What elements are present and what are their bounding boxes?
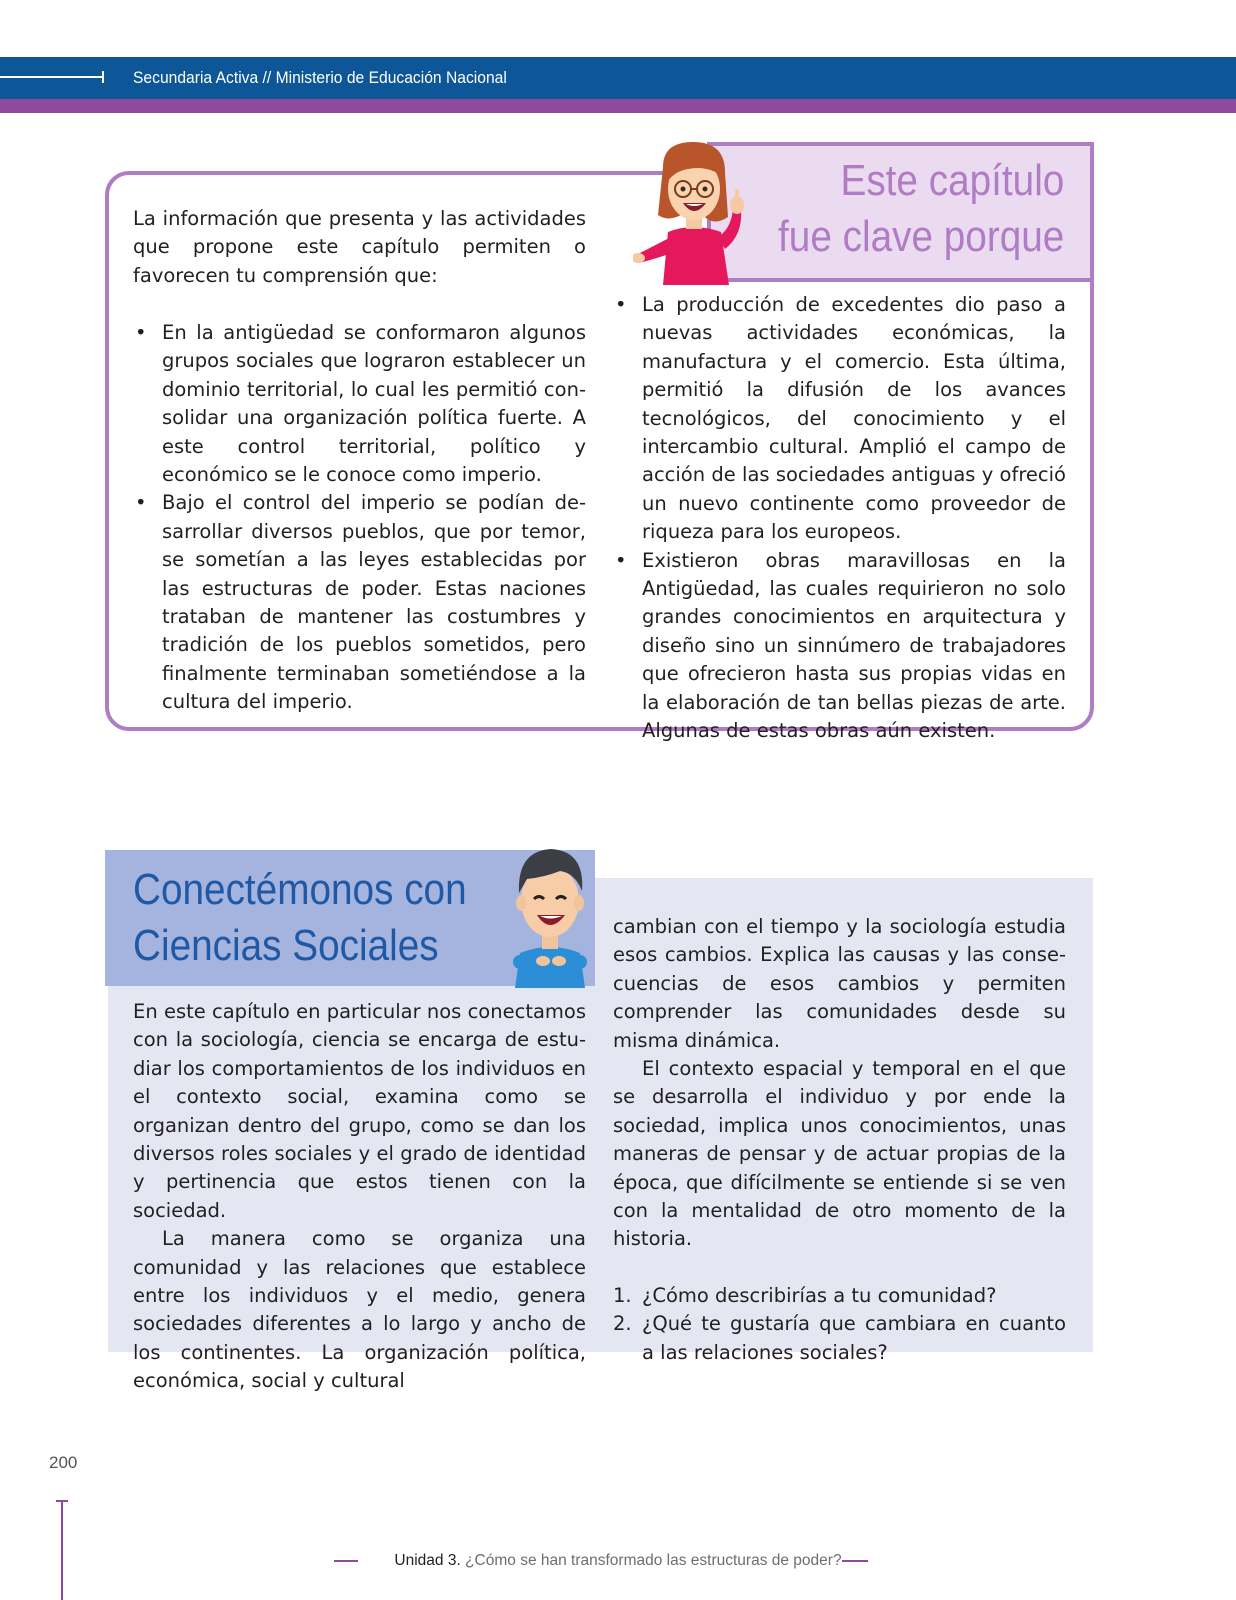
footer-unit-title: [334, 1550, 902, 1572]
connect-paragraph: En este capítulo en particular nos conectamos con la sociología, ciencia se encarga de estudiar los comportamientos de los individuos en el contexto social, examina como se organizan dentro del grupo, como se dan los diversos roles sociales y el grado de identidad y pertinencia que estos tienen con la sociedad.: [133, 1000, 586, 1222]
chapter-title-line-1: Este capítulo: [840, 156, 1064, 205]
header-accent-stripe: [0, 99, 1236, 113]
connect-right-column: [613, 913, 1066, 1367]
header-rule: [0, 76, 103, 78]
question-list: [613, 1282, 1066, 1367]
boy-illustration: [505, 843, 595, 988]
list-item: • Existieron obras maravillosas en la Antigüedad, las cuales requirieron no solo grandes conocimientos en arquitectura y diseño sino un sinnúmero de trabajadores que ofrecieron hasta sus propias vidas en la elaboración de tan bellas piezas de arte. Algunas de estas obras aún existen.: [613, 547, 1066, 746]
page-number: 200: [49, 1453, 78, 1472]
list-item: • La producción de excedentes dio paso a nuevas actividades económicas, la manufactura y el comercio. Esta última, permitió la difusión de los avances tecnológicos, del conocimiento y el intercambio cultural. Amplió el campo de acción de las sociedades antiguas y ofreció un nuevo continente como proveedor de riqueza para los europeos.: [613, 291, 1066, 547]
question-item: [613, 1282, 1066, 1310]
connect-title: [133, 862, 512, 974]
connect-paragraph: La manera como se organiza una comunidad y las relaciones que establece entre los individuos y el medio, genera sociedades diferentes a lo largo y ancho de los continentes. La organización política, económica, social y cultural: [133, 1227, 586, 1393]
chapter-title: [739, 153, 1064, 265]
question-number: 1.: [613, 1283, 632, 1307]
header-title: Secundaria Activa // Ministerio de Educación Nacional: [133, 68, 507, 87]
question-item: [613, 1310, 1066, 1367]
unit-title: ¿Cómo se han transformado las estructuras de poder?: [465, 1552, 842, 1569]
question-text: ¿Qué te gustaría que cambiara en cuanto a las relaciones sociales?: [642, 1312, 1066, 1364]
unit-label: Unidad 3.: [394, 1552, 461, 1569]
chapter-left-list: [133, 319, 586, 717]
teacher-illustration: [633, 137, 763, 287]
connect-left-column: [133, 998, 586, 1396]
chapter-right-list: [613, 291, 1066, 746]
connect-title-line-2: Ciencias Sociales: [133, 921, 439, 970]
question-number: 2.: [613, 1312, 632, 1336]
connect-title-line-1: Conectémonos con: [133, 865, 467, 914]
chapter-intro: [133, 205, 586, 290]
question-text: ¿Cómo describirías a tu comunidad?: [642, 1283, 997, 1307]
chapter-title-line-2: fue clave porque: [777, 212, 1064, 261]
list-item: • En la antigüedad se conformaron algunos grupos sociales que lograron establecer un dominio territorial, lo cual les permitió consolidar una organización política fuerte. A este control territorial, político y económico se le conoce como imperio.: [133, 319, 586, 489]
connect-paragraph: El contexto espacial y temporal en el que se desarrolla el individuo y por ende la sociedad, implica unos conocimientos, unas maneras de pensar y de actuar propias de la época, que difícilmente se entiende si se ven con la mentalidad de otro momento de la historia.: [613, 1057, 1066, 1251]
connect-paragraph: cambian con el tiempo y la sociología estudia esos cambios. Explica las causas y las consecuencias de esos cambios y permiten comprender las comunidades desde su misma dinámica.: [613, 915, 1066, 1052]
footer-rule: [61, 1500, 63, 1600]
chapter-intro-text: La información que presenta y las actividades que propone este capítulo permiten o favorecen tu comprensión que:: [133, 207, 586, 287]
list-item: • Bajo el control del imperio se podían desarrollar diversos pueblos, que por temor, se sometían a las leyes establecidas por las estructuras de poder. Estas naciones trataban de mantener las costumbres y tradición de los pueblos sometidos, pero finalmente terminaban sometiéndose a la cultura del imperio.: [133, 489, 586, 716]
header-rule-tick: [102, 71, 104, 83]
